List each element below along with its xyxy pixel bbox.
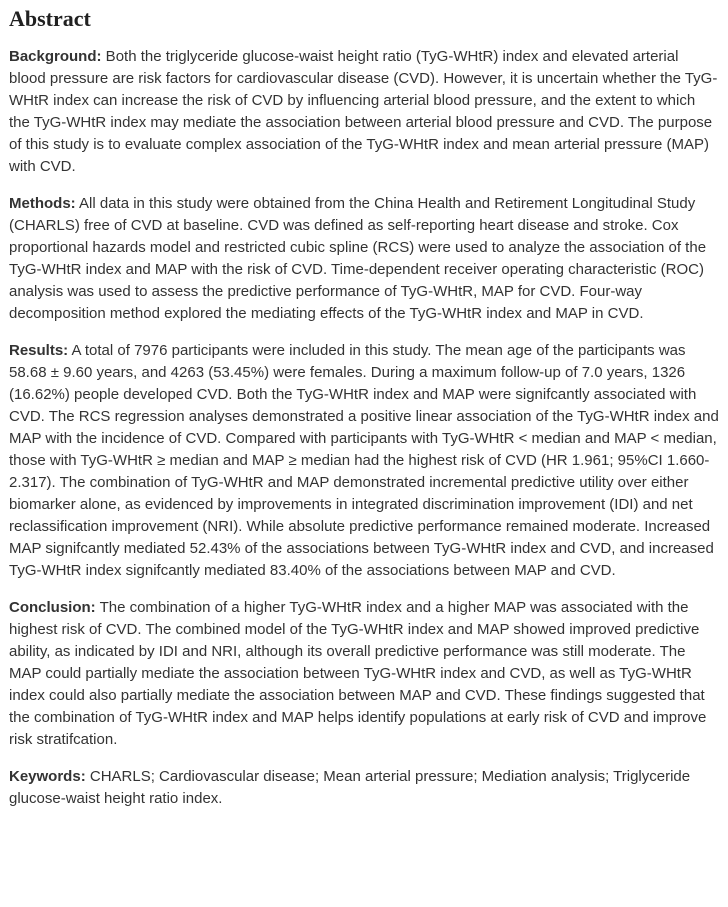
results-text: A total of 7976 participants were included in this study. The mean age of the participants was 58.68 ± 9.60 years, and 4263 (53.45%) were females. During a maximum follow-up of 7.0 years, 1326 (16.62%) people developed CVD. Both the TyG-WHtR index and MAP were signifcantly associated with CVD. The RCS regression analyses demonstrated a positive linear association of the TyG-WHtR index and MAP with the incidence of CVD. Compared with participants with TyG-WHtR < median and MAP < median, those with TyG-WHtR ≥ median and MAP ≥ median had the highest risk of CVD (HR 1.961; 95%CI 1.660-2.317). The combination of TyG-WHtR and MAP demonstrated incremental predictive utility over either biomarker alone, as evidenced by improvements in integrated discrimination improvement (IDI) and net reclassification improvement (NRI). While absolute predictive performance remained moderate. Increased MAP signifcantly mediated 52.43% of the associations between TyG-WHtR index and CVD, and increased TyG-WHtR index signifcantly mediated 83.40% of the associations between MAP and CVD. bbox=[9, 342, 719, 580]
keywords-text: CHARLS; Cardiovascular disease; Mean arterial pressure; Mediation analysis; Triglyceride glucose-waist height ratio index. bbox=[9, 768, 691, 808]
conclusion-label: Conclusion: bbox=[9, 599, 96, 617]
conclusion-text: The combination of a higher TyG-WHtR index and a higher MAP was associated with the highest risk of CVD. The combined model of the TyG-WHtR index and MAP showed improved predictive ability, as indicated by IDI and NRI, although its overall predictive performance was still moderate. The MAP could partially mediate the association between TyG-WHtR index and CVD, as well as TyG-WHtR index could also partially mediate the association between MAP and CVD. These findings suggested that the combination of TyG-WHtR index and MAP helps identify populations at early risk of CVD and improve risk stratifcation. bbox=[9, 599, 707, 749]
background-paragraph bbox=[9, 46, 719, 178]
methods-label: Methods: bbox=[9, 195, 76, 213]
methods-text: All data in this study were obtained from the China Health and Retirement Longitudinal Study (CHARLS) free of CVD at baseline. CVD was defined as self-reporting heart disease and stroke. Cox proportional hazards model and restricted cubic spline (RCS) were used to analyze the association of the TyG-WHtR index and MAP with the risk of CVD. Time-dependent receiver operating characteristic (ROC) analysis was used to assess the predictive performance of TyG-WHtR, MAP for CVD. Four-way decomposition method explored the mediating effects of the TyG-WHtR index and MAP in CVD. bbox=[9, 195, 707, 323]
abstract-heading: Abstract bbox=[9, 6, 91, 31]
keywords-label: Keywords: bbox=[9, 768, 86, 786]
results-paragraph bbox=[9, 340, 719, 582]
results-label: Results: bbox=[9, 342, 69, 360]
keywords-paragraph bbox=[9, 766, 719, 810]
background-label: Background: bbox=[9, 48, 102, 66]
background-text: Both the triglyceride glucose-waist height ratio (TyG-WHtR) index and elevated arterial blood pressure are risk factors for cardiovascular disease (CVD). However, it is uncertain whether the TyG-WHtR index can increase the risk of CVD by influencing arterial blood pressure, and the extent to which the TyG-WHtR index may mediate the association between arterial blood pressure and CVD. The purpose of this study is to evaluate complex association of the TyG-WHtR index and mean arterial pressure (MAP) with CVD. bbox=[9, 48, 718, 176]
conclusion-paragraph bbox=[9, 597, 719, 751]
methods-paragraph bbox=[9, 193, 719, 325]
